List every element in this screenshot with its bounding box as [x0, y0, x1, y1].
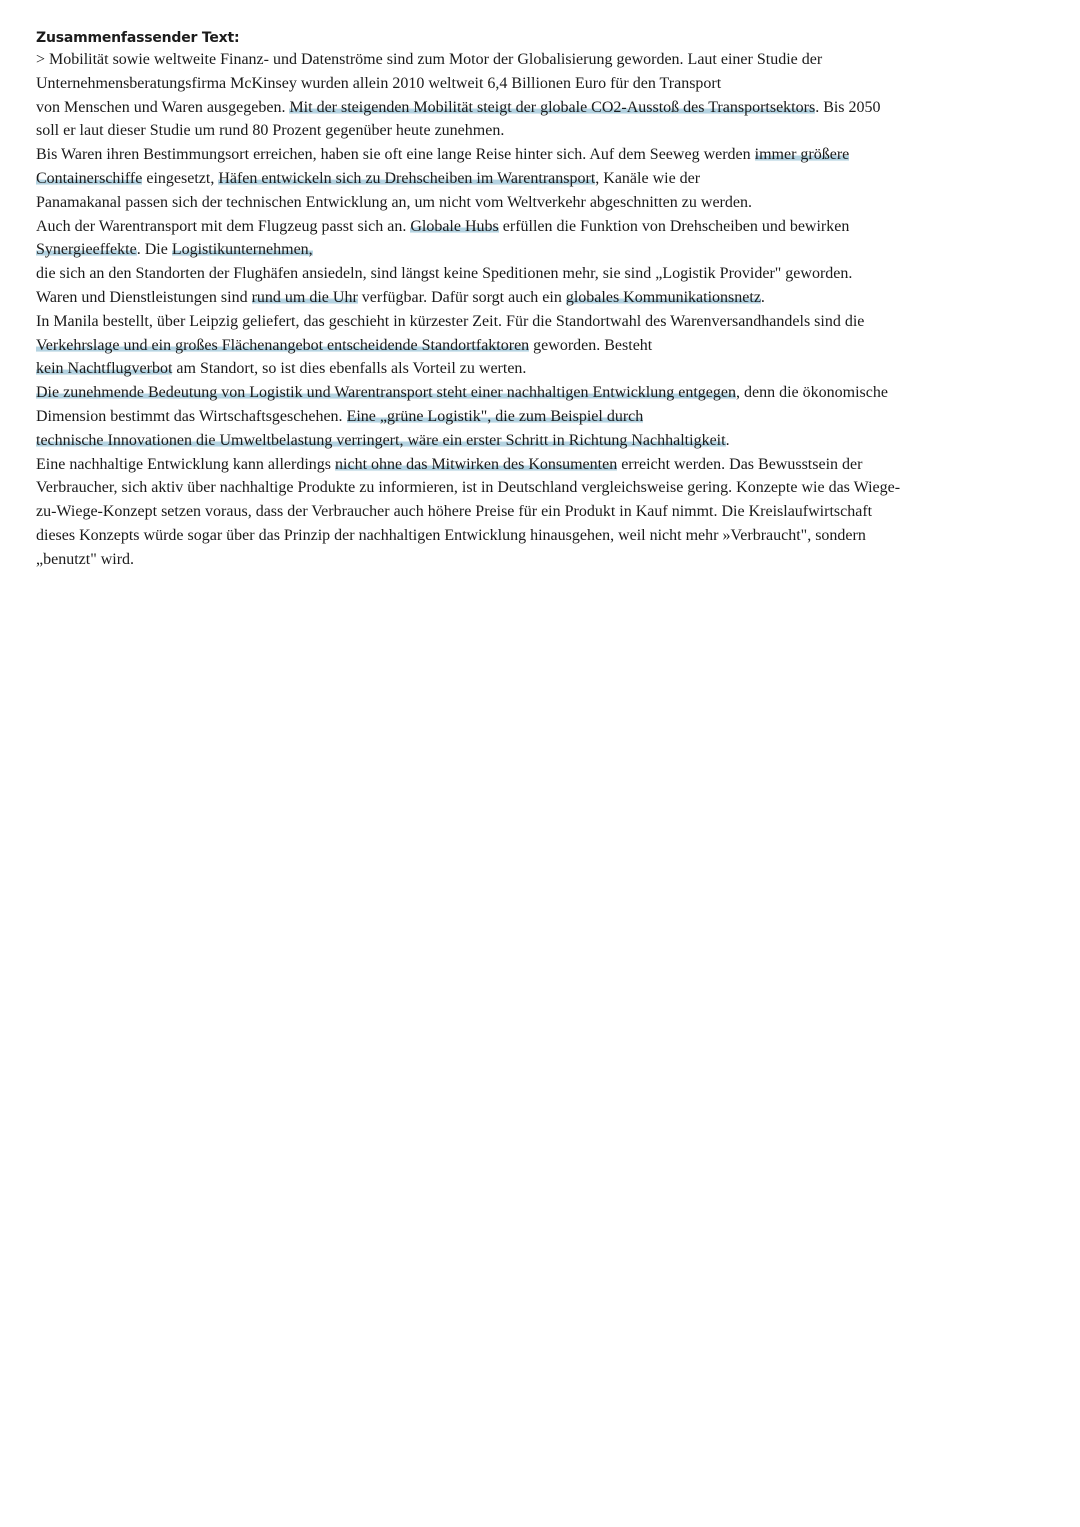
text-line	[36, 72, 1036, 96]
text-segment: Bis Waren ihren Bestimmungsort erreichen, haben sie oft eine lange Reise hinter sich. Auf dem Seeweg werden	[36, 146, 755, 164]
text-segment: > Mobilität sowie weltweite Finanz- und Datenströme sind zum Motor der Globalisierung geworden. Laut einer Studie der	[36, 51, 823, 68]
text-line	[36, 238, 1036, 262]
text-line	[36, 429, 1036, 453]
highlighted-text: Häfen entwickeln sich zu Drehscheiben im Warentransport	[218, 169, 596, 187]
text-segment: geworden. Besteht	[529, 336, 653, 354]
text-segment: die sich an den Standorten der Flughäfen ansiedeln, sind längst keine Speditionen mehr, sie sind „Logistik Provider" geworden.	[36, 265, 853, 283]
text-line	[36, 191, 1036, 215]
text-line	[36, 167, 1036, 191]
highlighted-text: Eine „grüne Logistik", die zum Beispiel durch	[346, 407, 644, 425]
document-page	[36, 28, 1036, 572]
text-segment: soll er laut dieser Studie um rund 80 Prozent gegenüber heute zunehmen.	[36, 122, 505, 140]
text-segment: Verbraucher, sich aktiv über nachhaltige Produkte zu informieren, ist in Deutschland vergleichsweise gering. Konzepte wie das Wiege-	[36, 479, 901, 497]
text-line	[36, 548, 1036, 572]
text-segment: Waren und Dienstleistungen sind	[36, 288, 252, 306]
text-line	[36, 262, 1036, 286]
text-line	[36, 405, 1036, 429]
summary-text	[36, 48, 1036, 572]
text-segment: In Manila bestellt, über Leipzig geliefert, das geschieht in kürzester Zeit. Für die Standortwahl des Warenversandhandels sind die	[36, 312, 865, 330]
highlighted-text: Logistikunternehmen,	[171, 241, 313, 259]
text-segment: .	[725, 431, 730, 449]
text-segment: erreicht werden. Das Bewusstsein der	[617, 455, 863, 473]
text-segment: , denn die ökonomische	[736, 384, 888, 402]
text-segment: von Menschen und Waren ausgegeben.	[36, 98, 290, 116]
highlighted-text: Die zunehmende Bedeutung von Logistik und Warentransport steht einer nachhaltigen Entwicklung entgegen	[36, 384, 736, 402]
highlighted-text: immer größere	[754, 146, 850, 164]
text-segment: Unternehmensberatungsfirma McKinsey wurden allein 2010 weltweit 6,4 Billionen Euro für den Transport	[36, 74, 722, 92]
highlighted-text: Containerschiffe	[36, 169, 143, 187]
highlighted-text: technische Innovationen die Umweltbelastung verringert, wäre ein erster Schritt in Richtung Nachhaltigkeit	[36, 431, 726, 449]
text-segment: Eine nachhaltige Entwicklung kann allerdings	[36, 455, 336, 473]
highlighted-text: nicht ohne das Mitwirken des Konsumenten	[335, 455, 618, 473]
text-segment: .	[760, 288, 765, 306]
text-segment: verfügbar. Dafür sorgt auch ein	[357, 288, 566, 306]
text-segment: . Die	[136, 241, 172, 259]
text-segment: dieses Konzepts würde sogar über das Prinzip der nachhaltigen Entwicklung hinausgehen, weil nicht mehr »Verbraucht", sondern	[36, 526, 866, 544]
highlighted-text: Verkehrslage und ein großes Flächenangebot entscheidende Standortfaktoren	[36, 336, 530, 354]
highlighted-text: Mit der steigenden Mobilität steigt der globale CO2-Ausstoß des Transportsektors	[289, 98, 816, 116]
text-line	[36, 310, 1036, 334]
text-line	[36, 96, 1036, 120]
text-line	[36, 476, 1036, 500]
text-line	[36, 215, 1036, 239]
highlighted-text: Globale Hubs	[410, 217, 499, 235]
text-segment: Dimension bestimmt das Wirtschaftsgeschehen.	[36, 407, 347, 425]
text-segment: zu-Wiege-Konzept setzen voraus, dass der Verbraucher auch höhere Preise für ein Produkt in Kauf nimmt. Die Kreislaufwirtschaft	[36, 503, 873, 521]
text-line	[36, 453, 1036, 477]
text-segment: , Kanäle wie der	[595, 169, 701, 187]
text-segment: „benutzt" wird.	[36, 550, 135, 568]
text-line	[36, 357, 1036, 381]
text-line	[36, 143, 1036, 167]
text-line	[36, 524, 1036, 548]
text-segment: eingesetzt,	[142, 169, 219, 187]
highlighted-text: kein Nachtflugverbot	[36, 360, 173, 378]
text-segment: erfüllen die Funktion von Drehscheiben und bewirken	[498, 217, 850, 235]
text-line	[36, 381, 1036, 405]
text-segment: . Bis 2050	[815, 98, 881, 116]
document-heading: Zusammenfassender Text:	[36, 30, 240, 46]
highlighted-text: globales Kommunikationsnetz	[565, 288, 761, 306]
text-segment: Panamakanal passen sich der technischen Entwicklung an, um nicht vom Weltverkehr abgeschnitten zu werden.	[36, 193, 752, 211]
text-segment: am Standort, so ist dies ebenfalls als Vorteil zu werten.	[172, 360, 527, 378]
text-line	[36, 119, 1036, 143]
highlighted-text: rund um die Uhr	[251, 288, 358, 306]
highlighted-text: Synergieeffekte	[36, 241, 137, 259]
text-line	[36, 500, 1036, 524]
text-line	[36, 334, 1036, 358]
text-line	[36, 48, 1036, 72]
text-segment: Auch der Warentransport mit dem Flugzeug passt sich an.	[36, 217, 411, 235]
text-line	[36, 286, 1036, 310]
